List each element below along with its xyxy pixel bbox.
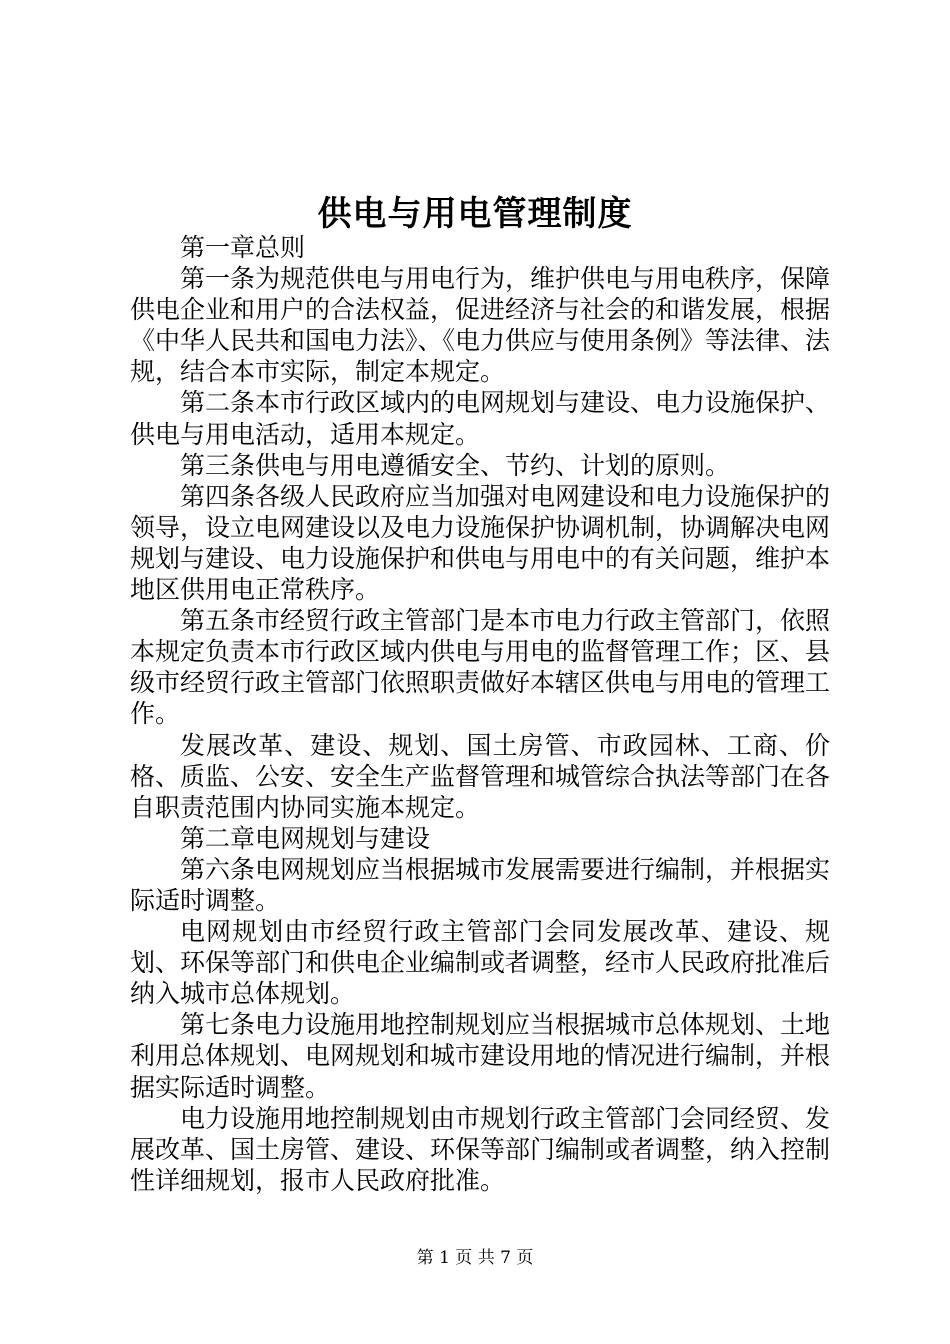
document-title: 供电与用电管理制度: [317, 194, 633, 234]
paragraph: 第七条电力设施用地控制规划应当根据城市总体规划、土地利用总体规划、电网规划和城市建设用地的情况进行编制，并根据实际适时调整。: [130, 1010, 831, 1102]
paragraph: 发展改革、建设、规划、国土房管、市政园林、工商、价格、质监、公安、安全生产监督管理和城管综合执法等部门在各自职责范围内协同实施本规定。: [130, 730, 831, 822]
paragraph: 第六条电网规划应当根据城市发展需要进行编制，并根据实际适时调整。: [130, 854, 831, 915]
paragraph: 第一条为规范供电与用电行为，维护供电与用电秩序，保障供电企业和用户的合法权益，促进经济与社会的和谐发展，根据《中华人民共和国电力法》、《电力供应与使用条例》等法律、法规，结合本市实际，制定本规定。: [130, 264, 831, 387]
paragraph: 第三条供电与用电遵循安全、节约、计划的原则。: [180, 450, 731, 480]
chapter-heading: 第一章总则: [180, 233, 306, 262]
page-number-footer: 第 1 页 共 7 页: [416, 1248, 534, 1268]
paragraph: 第二条本市行政区域内的电网规划与建设、电力设施保护、供电与用电活动，适用本规定。: [130, 388, 831, 449]
chapter-heading: 第二章电网规划与建设: [180, 823, 431, 853]
paragraph: 电力设施用地控制规划由市规划行政主管部门会同经贸、发展改革、国土房管、建设、环保等部门编制或者调整，纳入控制性详细规划，报市人民政府批准。: [130, 1103, 831, 1195]
document-body: [130, 232, 830, 1196]
paragraph: 电网规划由市经贸行政主管部门会同发展改革、建设、规划、环保等部门和供电企业编制或者调整，经市人民政府批准后纳入城市总体规划。: [130, 917, 831, 1009]
paragraph: 第五条市经贸行政主管部门是本市电力行政主管部门，依照本规定负责本市行政区域内供电与用电的监督管理工作；区、县级市经贸行政主管部门依照职责做好本辖区供电与用电的管理工作。: [130, 606, 831, 729]
paragraph: 第四条各级人民政府应当加强对电网建设和电力设施保护的领导，设立电网建设以及电力设施保护协调机制，协调解决电网规划与建设、电力设施保护和供电与用电中的有关问题，维护本地区供用电正常秩序。: [130, 481, 831, 605]
